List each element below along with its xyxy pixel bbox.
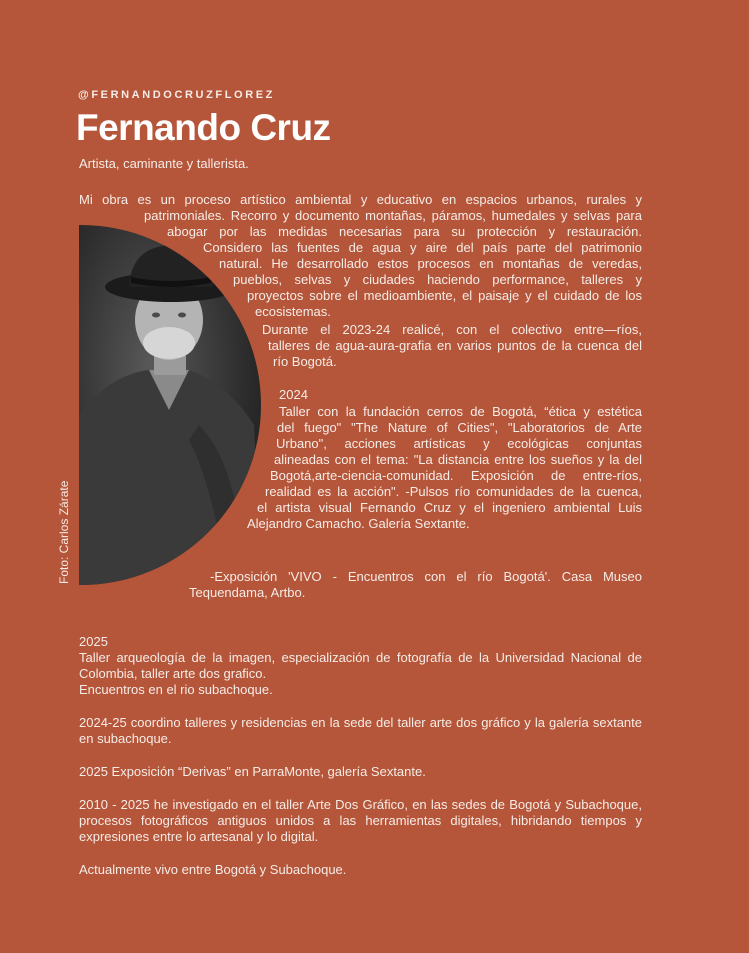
timeline-entry: 2010 - 2025 he investigado en el taller Arte Dos Gráfico, en las sedes de Bogotá y Subachoque, procesos fotográficos antiguos unidos a las herramientas digitales, hibridando tiempos y expresiones entre lo artesanal y lo digital. bbox=[79, 797, 642, 844]
bio-line: ecosistemas. bbox=[255, 304, 331, 319]
bio-line: el artista visual Fernando Cruz y el ingeniero ambiental Luis bbox=[257, 500, 642, 515]
timeline-entry: 2024-25 coordino talleres y residencias en la sede del taller arte dos gráfico y la galería sextante en subachoque. bbox=[79, 715, 642, 746]
bio-line: Taller con la fundación cerros de Bogotá, “ética y estética bbox=[279, 404, 642, 419]
exhibition-line: -Exposición 'VIVO - Encuentros con el río Bogotá'. Casa Museo bbox=[210, 569, 642, 584]
artist-subtitle: Artista, caminante y tallerista. bbox=[79, 156, 249, 171]
bio-line: alineadas con el tema: "La distancia entre los sueños y la del bbox=[274, 452, 642, 467]
timeline-entry: Taller arqueología de la imagen, especialización de fotografía de la Universidad Nacional de Colombia, taller arte dos grafico. bbox=[79, 650, 642, 681]
timeline-entry: Actualmente vivo entre Bogotá y Subachoque. bbox=[79, 862, 347, 877]
bio-line: natural. He desarrollado estos procesos en montañas de veredas, bbox=[219, 256, 642, 271]
artist-name: Fernando Cruz bbox=[76, 107, 331, 148]
bio-line: Bogotá,arte-ciencia-comunidad. Exposición de entre-ríos, bbox=[270, 468, 642, 483]
bio-line: Durante el 2023-24 realicé, con el colectivo entre—ríos, bbox=[262, 322, 642, 337]
photo-credit: Foto: Carlos Zárate bbox=[57, 480, 71, 584]
bio-line: del fuego" "The Nature of Cities", "Laboratorios de Arte bbox=[277, 420, 642, 435]
bio-line: patrimoniales. Recorro y documento montañas, páramos, humedales y selvas para bbox=[144, 208, 642, 223]
bio-line: Considero las fuentes de agua y aire del país parte del patrimonio bbox=[203, 240, 642, 255]
social-handle: @FERNANDOCRUZFLOREZ bbox=[78, 89, 276, 101]
bio-line: proyectos sobre el medioambiente, el paisaje y el cuidado de los bbox=[247, 288, 642, 303]
bio-line: abogar por las medidas necesarias para su protección y restauración. bbox=[167, 224, 642, 239]
bio-line: talleres de agua-aura-grafia en varios puntos de la cuenca del bbox=[268, 338, 642, 353]
bio-line: río Bogotá. bbox=[273, 354, 337, 369]
bio-line: realidad es la acción". -Pulsos río comunidades de la cuenca, bbox=[265, 484, 642, 499]
bio-line: pueblos, selvas y ciudades haciendo performance, talleres y bbox=[233, 272, 642, 287]
bio-line: Mi obra es un proceso artístico ambiental y educativo en espacios urbanos, rurales y bbox=[79, 192, 642, 207]
timeline-year: 2025 bbox=[79, 634, 108, 649]
timeline-entry: Encuentros en el rio subachoque. bbox=[79, 682, 273, 697]
exhibition-line: Tequendama, Artbo. bbox=[189, 585, 306, 600]
year-2024: 2024 bbox=[279, 387, 308, 402]
bio-line: Urbano", acciones artísticas y ecológicas conjuntas bbox=[276, 436, 642, 451]
timeline-entry: 2025 Exposición “Derivas” en ParraMonte, galería Sextante. bbox=[79, 764, 426, 779]
timeline bbox=[79, 634, 642, 878]
bio-line: Alejandro Camacho. Galería Sextante. bbox=[247, 516, 470, 531]
